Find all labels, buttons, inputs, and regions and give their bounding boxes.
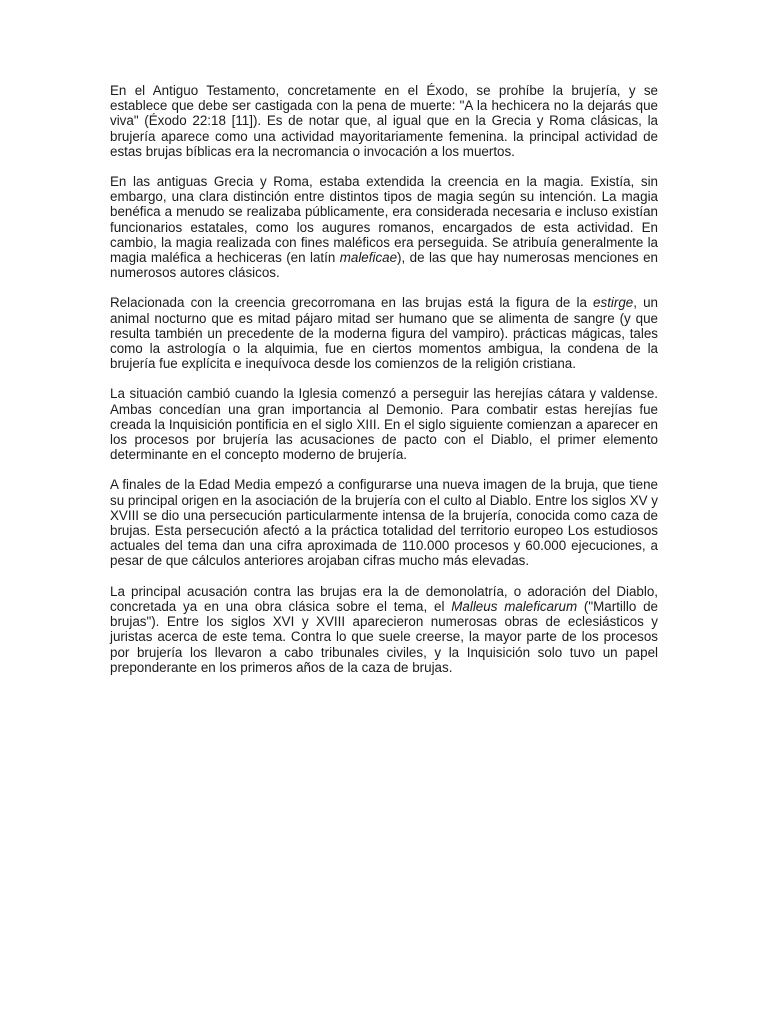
paragraph-text: ("Martillo de brujas"). Entre los siglos XVI y XVIII aparecieron numerosas obras de eclesiásticos y juristas acerca de este tema. Contra lo que suele creerse, la mayor parte de los procesos por brujería los llevaron a cabo tribunales civiles, y la Inquisición solo tuvo un papel preponderante en los primeros años de la caza de brujas. — [110, 598, 658, 675]
paragraph-iglesia — [110, 386, 658, 462]
paragraph-estirge — [110, 295, 658, 371]
paragraph-text: A finales de la Edad Media empezó a configurarse una nueva imagen de la bruja, que tiene su principal origen en la asociación de la brujería con el culto al Diablo. Entre los siglos XV y XVIII se dio una persecución particularmente intensa de la brujería, conocida como caza de brujas. Esta persecución afectó a la práctica totalidad del territorio europeo Los estudiosos actuales del tema dan una cifra aproximada de 110.000 procesos y 60.000 ejecuciones, a pesar de que cálculos anteriores arojaban cifras mucho más elevadas. — [110, 477, 658, 569]
paragraph-text: En el Antiguo Testamento, concretamente en el Éxodo, se prohíbe la brujería, y se establece que debe ser castigada con la pena de muerte: "A la hechicera no la dejarás que viva" (Éxodo 22:18 [11]). Es de notar que, al igual que en la Grecia y Roma clásicas, la brujería aparece como una actividad mayoritariamente femenina. la principal actividad de estas brujas bíblicas era la necromancia o invocación a los muertos. — [110, 83, 658, 159]
paragraph-text: La principal acusación contra las brujas era la de demonolatría, o adoración del Diablo, concretada ya en una obra clásica sobre el tema, el — [110, 583, 658, 614]
italic-term: maleficae — [339, 250, 398, 266]
italic-term: estirge — [593, 295, 634, 311]
paragraph-antiguo-testamento — [110, 83, 658, 159]
paragraph-demonolatria — [110, 584, 658, 675]
paragraph-grecia-roma — [110, 174, 658, 280]
paragraph-text: , un animal nocturno que es mitad pájaro mitad ser humano que se alimenta de sangre (y que resulta también un precedente de la moderna figura del vampiro). prácticas mágicas, tales como la astrología o la alquimia, fue en ciertos momentos ambigua, la condena de la brujería fue explícita e inequívoca desde los comienzos de la religión cristiana. — [110, 295, 658, 372]
paragraph-text: ), de las que hay numerosas menciones en numerosos autores clásicos. — [110, 250, 659, 281]
paragraph-edad-media — [110, 477, 658, 568]
italic-term: Malleus maleficarum — [451, 598, 578, 614]
document-body — [110, 83, 658, 690]
paragraph-text: Relacionada con la creencia grecorromana en las brujas está la figura de la — [110, 295, 594, 311]
paragraph-text: En las antiguas Grecia y Roma, estaba extendida la creencia en la magia. Existía, sin embargo, una clara distinción entre distintos tipos de magia según su intención. La magia benéfica a menudo se realizaba públicamente, era considerada necesaria e incluso existían funcionarios estatales, como los augures romanos, encargados de esta actividad. En cambio, la magia realizada con fines maléficos era perseguida. Se atribuía generalmente la magia maléfica a hechiceras (en latín — [110, 174, 658, 266]
paragraph-text: La situación cambió cuando la Iglesia comenzó a perseguir las herejías cátara y valdense. Ambas concedían una gran importancia al Demonio. Para combatir estas herejías fue creada la Inquisición pontificia en el siglo XIII. En el siglo siguiente comienzan a aparecer en los procesos por brujería las acusaciones de pacto con el Diablo, el primer elemento determinante en el concepto moderno de brujería. — [110, 386, 658, 463]
